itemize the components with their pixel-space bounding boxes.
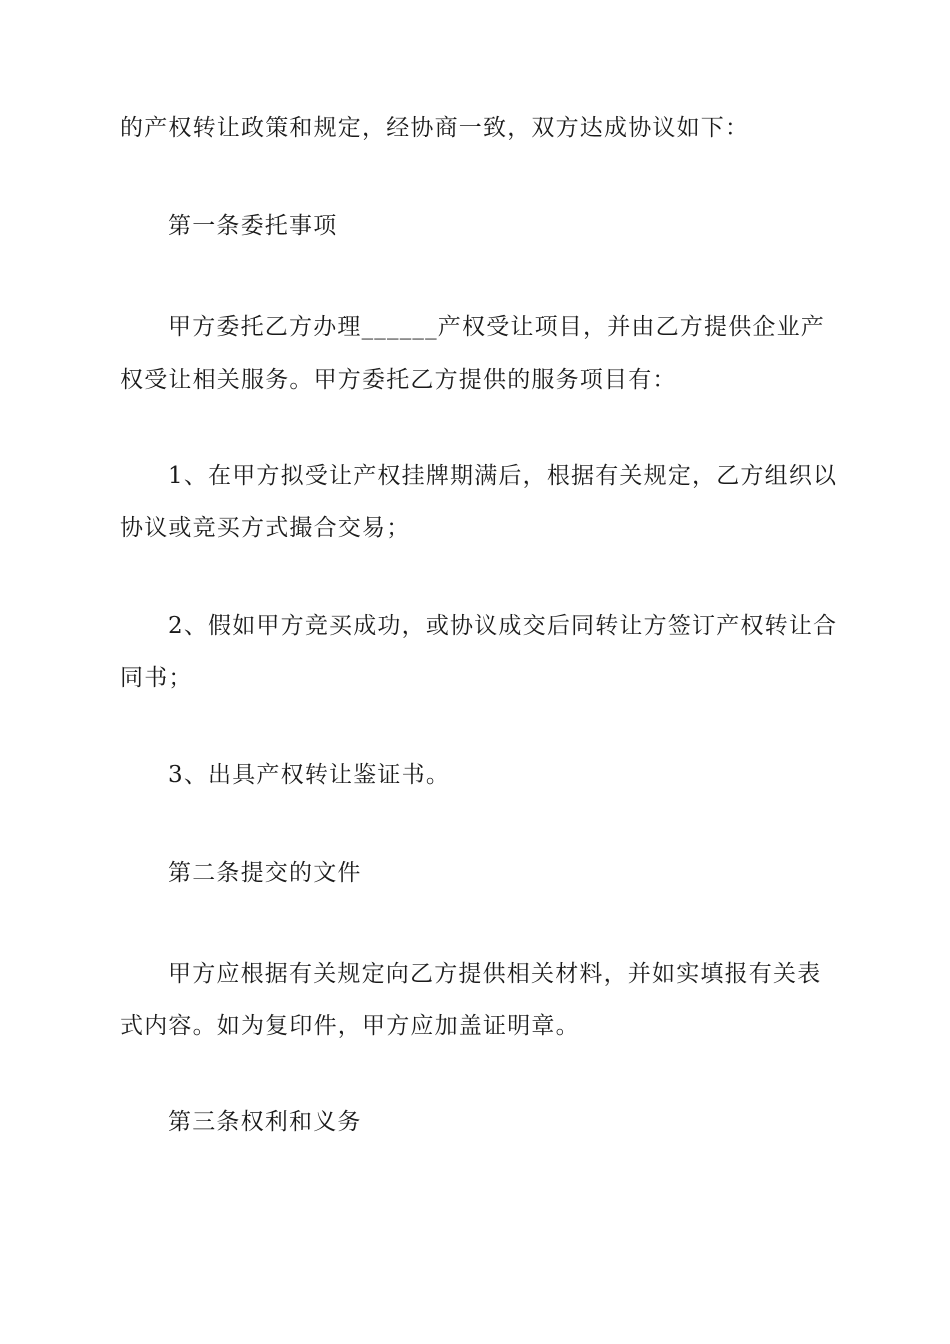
paragraph-intro-line: 的产权转让政策和规定，经协商一致，双方达成协议如下： — [120, 115, 750, 141]
article-1-heading: 第一条委托事项 — [168, 213, 338, 239]
service-item-1-line-1: 1、在甲方拟受让产权挂牌期满后，根据有关规定，乙方组织以 — [168, 463, 838, 489]
service-item-1-line-2: 协议或竞买方式撮合交易； — [120, 515, 411, 541]
article-2-paragraph-line-1: 甲方应根据有关规定向乙方提供相关材料，并如实填报有关表 — [168, 961, 822, 987]
service-item-2-line-2: 同书； — [120, 665, 193, 691]
article-3-heading: 第三条权利和义务 — [168, 1109, 362, 1135]
service-item-2-line-1: 2、假如甲方竞买成功，或协议成交后同转让方签订产权转让合 — [168, 613, 838, 639]
article-1-paragraph-line-2: 权受让相关服务。甲方委托乙方提供的服务项目有： — [120, 367, 677, 393]
article-2-paragraph-line-2: 式内容。如为复印件，甲方应加盖证明章。 — [120, 1013, 580, 1039]
service-item-3: 3、出具产权转让鉴证书。 — [168, 762, 451, 788]
article-1-paragraph-line-1: 甲方委托乙方办理______产权受让项目，并由乙方提供企业产 — [168, 314, 825, 340]
article-2-heading: 第二条提交的文件 — [168, 860, 362, 886]
